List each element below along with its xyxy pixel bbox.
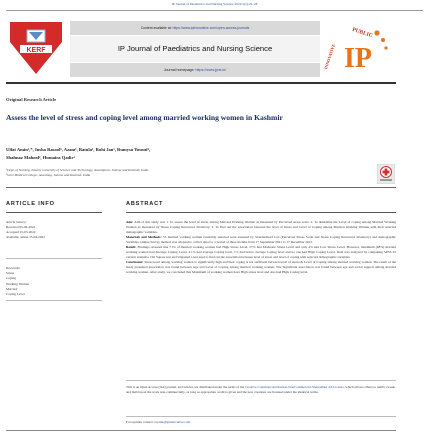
- kerf-logo: [6, 18, 66, 78]
- abstract-conclusion: [126, 260, 396, 275]
- publisher-logo: [324, 21, 396, 77]
- availability-link[interactable]: https://www.ipinnovative.com/open-access-journals: [172, 26, 250, 30]
- abstract-methods: [126, 235, 396, 245]
- conclusion-label: Conclusion:: [126, 259, 144, 264]
- availability-label: Content available at:: [140, 26, 172, 30]
- reprint-email-link[interactable]: reprint@ipinnovative.com: [154, 420, 191, 424]
- article-history: [6, 220, 106, 240]
- crossmark-icon[interactable]: [377, 164, 395, 184]
- keywords-divider: [6, 300, 102, 301]
- keyword-item: Working Women: [6, 281, 30, 286]
- keyword-item: Coping Level: [6, 292, 25, 297]
- article-type: Original Research Article: [6, 97, 57, 102]
- reprint-rule: [126, 416, 396, 417]
- reprint-contact: [126, 420, 396, 424]
- header-rule: [6, 82, 396, 84]
- affiliation-2: ²Govt Medical College, Anantnag, Jammu and Kashmir, India: [6, 173, 91, 178]
- results-text: Findings revealed that 71% of married working women had High Stress Level, 27% had Moderate Stress Level and only 4% had Low Stress Level. However, maximum (98%) married working women had Average Coping Level, 4.1% had average Coping level, 1% had below average Coping level and no one had High Coping Level. Data was analyzed by computing SPSS 23 version statistics. Chi Square test and Unpaired t-test used to find out the association between level of stress and level of coping with selected demographic variables.: [126, 244, 396, 259]
- publisher-letters: IP: [344, 43, 372, 74]
- license-text-1: This is an Open Access (OA) journal, and articles are distributed under the terms of the: [126, 385, 245, 389]
- affiliations: [6, 168, 326, 179]
- running-header: IP Journal of Paediatrics and Nursing Science 2022;5(1):22–28: [171, 2, 258, 6]
- reprint-label: For reprints contact:: [126, 420, 154, 424]
- keyword-item: Married: [6, 286, 17, 291]
- abstract-aim: [126, 220, 396, 235]
- authors-line-1: Ulfat Amin¹,*, Insha Rasool¹, Azam¹, Batula¹, Rohi Jan¹, Rumysa Yousuf¹,: [6, 147, 151, 152]
- homepage-label: Journal homepage:: [163, 68, 195, 72]
- publisher-top-text: PUBLIC: [351, 26, 374, 40]
- keyword-item: Stress: [6, 271, 15, 276]
- info-heading-rule: [6, 212, 102, 213]
- abstract-results: [126, 245, 396, 260]
- aim-label: Aim:: [126, 220, 134, 224]
- history-label: Article history:: [6, 220, 27, 224]
- abstract-heading-rule: [126, 212, 396, 213]
- info-divider: [6, 258, 102, 259]
- bottom-rule: [6, 430, 396, 431]
- online-date: Available online 15-04-2022: [6, 235, 45, 239]
- methods-text: 55 married working women randomly selected were assessed by Standardized tool (Perceived Stress Scale and Stress Coping Resources Inventory) and demographic Variables. Online Survey method was adopted to collect data for a period of three months from 17 September 2021 to 17 December 2021.: [126, 234, 396, 244]
- availability-bar: [70, 21, 320, 35]
- conclusion-text: Stress level among working women is significantly high and their coping is not sufficient between level of stress & Level of Coping among married working women. The result of the study presented association was found between Age and Level of Coping among married working women. The Significant association was found between age and social support among married working women. After study, we concluded that Maximum of working women have High stress level and also had High Coping level.: [126, 259, 396, 274]
- keywords-label: Keywords:: [6, 266, 21, 270]
- homepage-bar: [70, 63, 320, 77]
- authors-line-2: Shahnaz Mahool², Humaira Qadir¹: [6, 155, 75, 160]
- affiliation-1: ¹Dept. of Nursing, Islamic university of Science and Technology, Awantipora, Jammu and Kashmir, India: [6, 168, 149, 172]
- keyword-item: Coping: [6, 276, 16, 281]
- received-date: Received 05-04-2022: [6, 225, 36, 229]
- abstract-body: [126, 220, 396, 274]
- article-info-heading: ARTICLE INFO: [6, 201, 55, 207]
- results-label: Result:: [126, 244, 137, 249]
- methods-label: Materials and Methods:: [126, 234, 162, 239]
- journal-name: IP Journal of Paediatrics and Nursing Science: [70, 36, 320, 62]
- license-notice: [126, 385, 396, 395]
- license-text-2: , which allows others to remix, tweak, and build upon the work non-commercially, as long as appropriate credit is given and the new creations are licensed under the identical terms.: [126, 385, 396, 394]
- abstract-heading: ABSTRACT: [126, 201, 164, 207]
- publisher-side-text: INNOVATIVE: [324, 43, 337, 70]
- section-rule: [6, 187, 396, 188]
- keywords-block: [6, 266, 106, 297]
- author-list: [6, 146, 326, 162]
- accepted-date: Accepted 25-03-2022: [6, 230, 36, 234]
- top-rule: [6, 10, 423, 11]
- license-link[interactable]: Creative Commons Attribution-NonCommercial-ShareAlike 4.0 License: [245, 385, 344, 389]
- article-title: Assess the level of stress and coping level among married working women in Kashmir: [6, 113, 283, 122]
- abstract-end-rule: [126, 380, 396, 381]
- aim-text: Aim of this study was 1. To assess the level of stress among Married Working Women as measured by Perceived stress scale. 2. To determine the Level of coping among Married Working Women as measured by Stress Coping Resources Inventory. 3. To find out the association between the level of stress and Level of Coping among Married Working Women with their selected demographic variables.: [126, 220, 396, 234]
- homepage-link[interactable]: https://www.jpns.in/: [195, 68, 227, 72]
- logo-text: KERF: [26, 47, 46, 54]
